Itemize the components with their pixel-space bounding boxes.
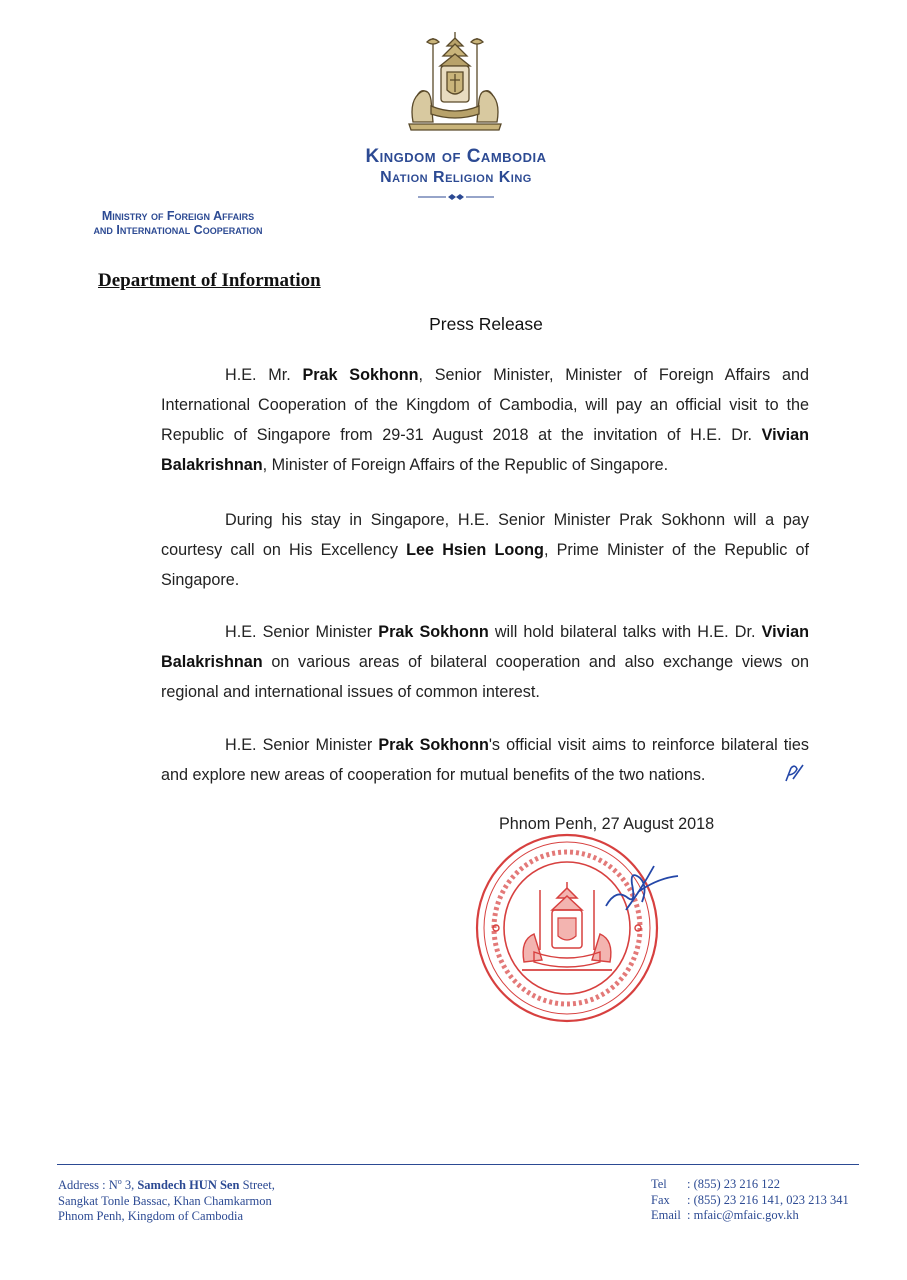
ornament-divider-icon <box>416 193 496 201</box>
footer-contact <box>651 1177 891 1224</box>
paragraph-1: H.E. Mr. Prak Sokhonn, Senior Minister, Minister of Foreign Affairs and International Cooperation of the Kingdom of Cambodia, will pay an official visit to the Republic of Singapore from 29-31 August 2018 at the invitation of H.E. Dr. Vivian Balakrishnan, Minister of Foreign Affairs of the Republic of Singapore. <box>161 366 809 474</box>
footer-address <box>58 1174 388 1225</box>
department-heading: Department of Information <box>98 270 321 291</box>
address-line-3: Phnom Penh, Kingdom of Cambodia <box>58 1209 244 1224</box>
royal-arms-icon <box>403 30 507 134</box>
address-line-1: Address : $N^o$ 3, Samdech HUN Sen Street, <box>58 1177 275 1193</box>
place-date: Phnom Penh, 27 August 2018 <box>499 815 715 833</box>
paragraph-4: H.E. Senior Minister Prak Sokhonn's official visit aims to reinforce bilateral ties and explore new areas of cooperation for mutual benefits of the two nations. <box>161 736 809 784</box>
letterhead-kingdom <box>300 146 612 206</box>
footer-rule <box>57 1164 859 1165</box>
kingdom-title: Kingdom of Cambodia <box>365 146 547 167</box>
ministry-line-1: Ministry of Foreign Affairs <box>101 209 255 223</box>
ministry-name <box>48 209 308 237</box>
document-title: Press Release <box>429 314 543 334</box>
paragraph-2: During his stay in Singapore, H.E. Senior Minister Prak Sokhonn will a pay courtesy call on His Excellency Lee Hsien Loong, Prime Minister of the Republic of Singapore. <box>161 511 809 589</box>
contact-tel: Tel : (855) 23 216 122 <box>651 1177 781 1191</box>
initial-mark-icon <box>783 763 805 783</box>
contact-fax: Fax : (855) 23 216 141, 023 213 341 <box>651 1192 849 1207</box>
national-motto: Nation Religion King <box>380 169 532 186</box>
contact-email: Email : mfaic@mfaic.gov.kh <box>651 1208 799 1222</box>
address-line-2: Sangkat Tonle Bassac, Khan Chamkarmon <box>58 1193 272 1208</box>
signature-icon <box>602 858 682 918</box>
ministry-line-2: and International Cooperation <box>93 223 263 237</box>
paragraph-3: H.E. Senior Minister Prak Sokhonn will hold bilateral talks with H.E. Dr. Vivian Balakrishnan on various areas of bilateral cooperation and also exchange views on regional and international issues of common interest. <box>161 623 809 701</box>
